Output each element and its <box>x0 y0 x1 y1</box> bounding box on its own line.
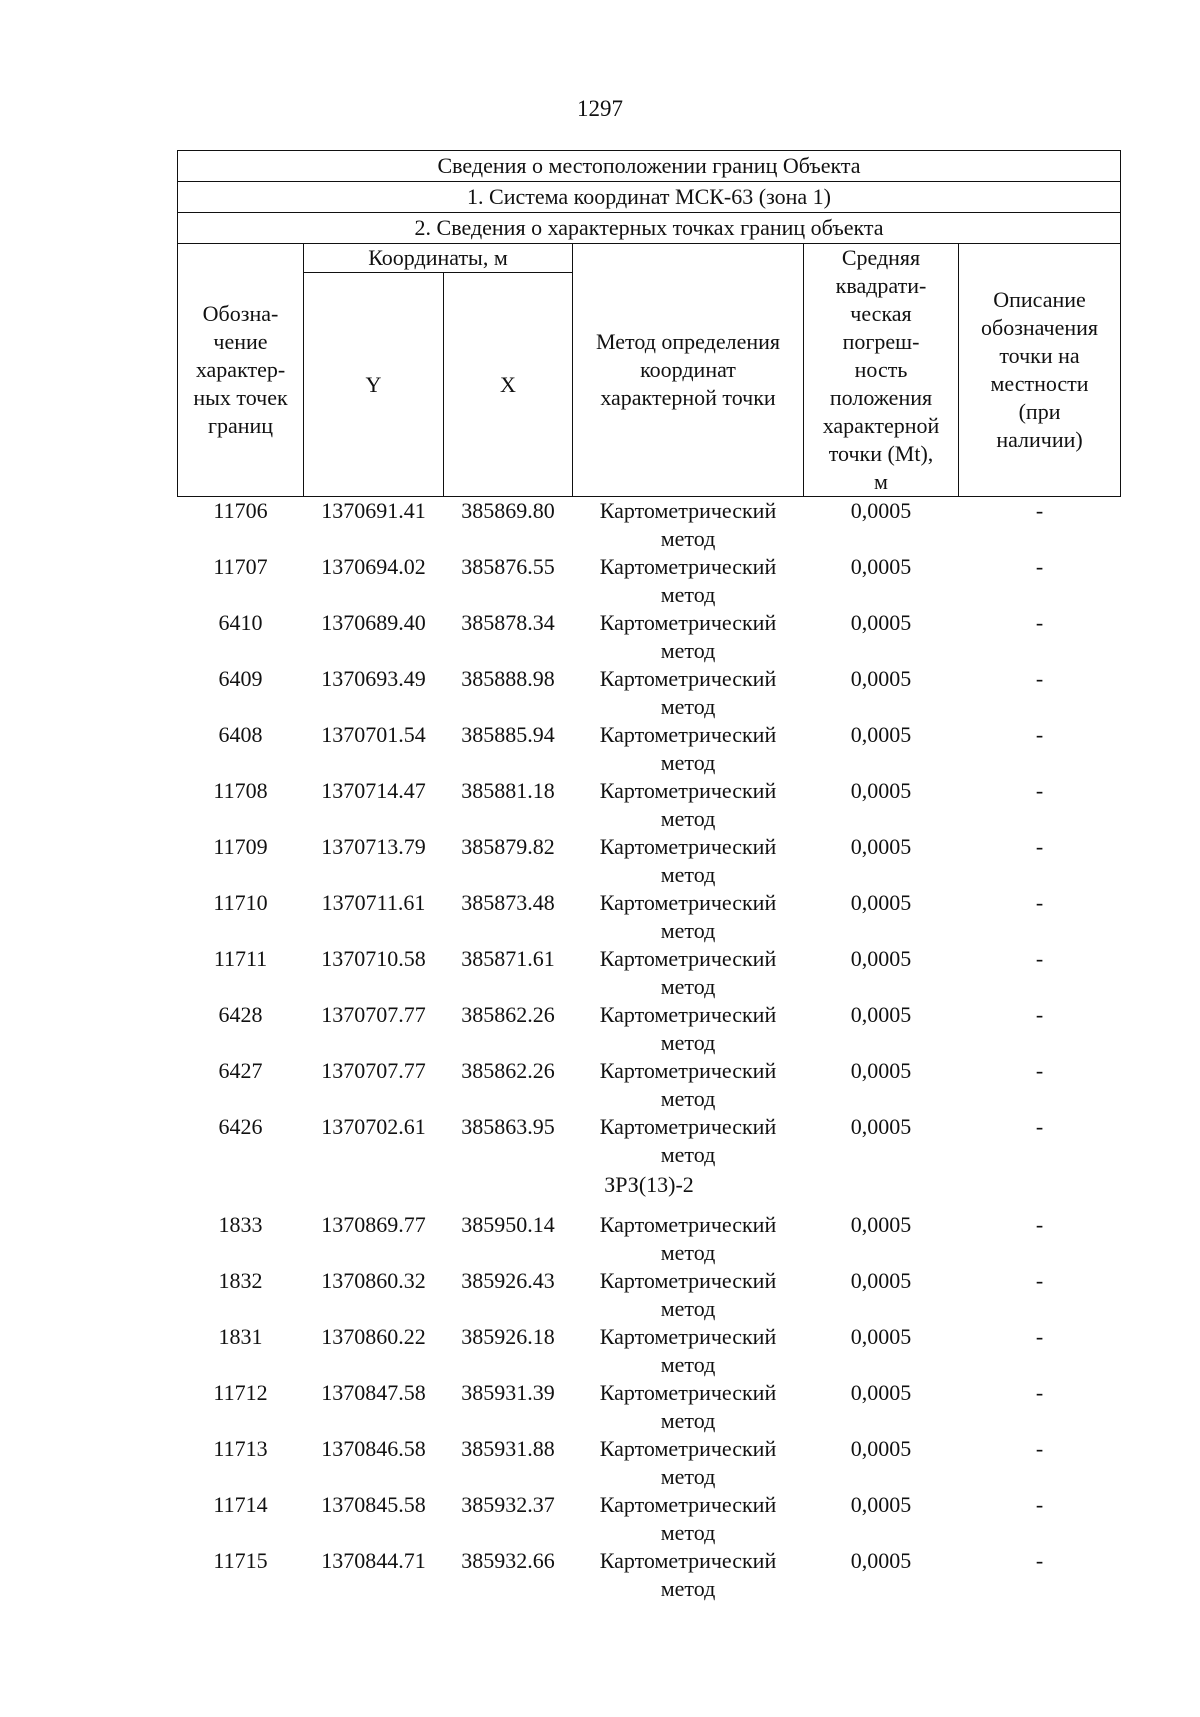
point-id-cell: 11712 <box>213 1380 268 1405</box>
y-coordinate-cell: 1370707.77 <box>321 1002 426 1027</box>
table-row <box>178 1491 1121 1547</box>
table-row <box>178 1379 1121 1435</box>
method-cell: Картометрический метод <box>599 1058 777 1111</box>
method-cell: Картометрический метод <box>599 610 777 663</box>
x-coordinate-cell: 385873.48 <box>461 890 555 915</box>
rmse-cell: 0,0005 <box>850 1002 912 1027</box>
x-coordinate-cell: 385881.18 <box>461 778 555 803</box>
x-coordinate-cell: 385888.98 <box>461 666 555 691</box>
description-header: Описание обозначения точки на местности (при наличии) <box>959 244 1121 497</box>
point-id-cell: 11714 <box>213 1492 268 1517</box>
y-coordinate-cell: 1370844.71 <box>321 1548 426 1573</box>
section-divider <box>178 1169 1121 1211</box>
description-cell: - <box>1035 834 1044 859</box>
description-cell: - <box>1035 1114 1044 1139</box>
table-row <box>178 553 1121 609</box>
coordinate-system-title: 1. Система координат МСК-63 (зона 1) <box>178 182 1121 213</box>
rmse-cell: 0,0005 <box>850 834 912 859</box>
method-cell: Картометрический метод <box>599 498 777 551</box>
y-coordinate-cell: 1370714.47 <box>321 778 426 803</box>
table-row <box>178 665 1121 721</box>
rmse-cell: 0,0005 <box>850 610 912 635</box>
banner-row <box>178 151 1121 182</box>
point-id-cell: 6409 <box>218 666 263 691</box>
rmse-cell: 0,0005 <box>850 498 912 523</box>
point-id-cell: 11706 <box>213 498 268 523</box>
x-coordinate-header: X <box>444 273 573 497</box>
description-cell: - <box>1035 610 1044 635</box>
table-row <box>178 609 1121 665</box>
page-number: 1297 <box>577 96 623 121</box>
description-cell: - <box>1035 1548 1044 1573</box>
method-cell: Картометрический метод <box>599 1380 777 1433</box>
table-row <box>178 1435 1121 1491</box>
section-label: ЗРЗ(13)-2 <box>604 1172 694 1197</box>
point-id-cell: 6410 <box>218 610 263 635</box>
points-info-title: 2. Сведения о характерных точках границ объекта <box>178 213 1121 244</box>
y-coordinate-cell: 1370869.77 <box>321 1212 426 1237</box>
point-id-cell: 6426 <box>218 1114 263 1139</box>
x-coordinate-cell: 385931.39 <box>461 1380 555 1405</box>
x-coordinate-cell: 385863.95 <box>461 1114 555 1139</box>
x-coordinate-cell: 385931.88 <box>461 1436 555 1461</box>
table-body-part1 <box>178 497 1121 1170</box>
rmse-cell: 0,0005 <box>850 1324 912 1349</box>
y-coordinate-cell: 1370710.58 <box>321 946 426 971</box>
method-cell: Картометрический метод <box>599 666 777 719</box>
description-cell: - <box>1035 1436 1044 1461</box>
method-cell: Картометрический метод <box>599 1548 777 1601</box>
rmse-cell: 0,0005 <box>850 778 912 803</box>
point-id-cell: 11709 <box>213 834 268 859</box>
section-row <box>178 1169 1121 1211</box>
method-header: Метод определения координат характерной точки <box>573 244 804 497</box>
x-coordinate-cell: 385879.82 <box>461 834 555 859</box>
x-coordinate-cell: 385932.37 <box>461 1492 555 1517</box>
x-coordinate-cell: 385932.66 <box>461 1548 555 1573</box>
description-cell: - <box>1035 1380 1044 1405</box>
rmse-cell: 0,0005 <box>850 722 912 747</box>
object-boundaries-title: Сведения о местоположении границ Объекта <box>178 151 1121 182</box>
table-row <box>178 945 1121 1001</box>
x-coordinate-cell: 385876.55 <box>461 554 555 579</box>
description-cell: - <box>1035 1268 1044 1293</box>
y-coordinate-cell: 1370860.32 <box>321 1268 426 1293</box>
rmse-cell: 0,0005 <box>850 1212 912 1237</box>
rmse-cell: 0,0005 <box>850 554 912 579</box>
y-coordinate-cell: 1370691.41 <box>321 498 426 523</box>
method-cell: Картометрический метод <box>599 834 777 887</box>
table-row <box>178 889 1121 945</box>
table-body-part2 <box>178 1211 1121 1603</box>
x-coordinate-cell: 385950.14 <box>461 1212 555 1237</box>
method-cell: Картометрический метод <box>599 946 777 999</box>
description-cell: - <box>1035 722 1044 747</box>
x-coordinate-cell: 385862.26 <box>461 1058 555 1083</box>
rmse-cell: 0,0005 <box>850 1268 912 1293</box>
description-cell: - <box>1035 778 1044 803</box>
description-cell: - <box>1035 498 1044 523</box>
rmse-cell: 0,0005 <box>850 1058 912 1083</box>
rmse-cell: 0,0005 <box>850 1436 912 1461</box>
point-id-header: Обозна- чение характер- ных точек границ <box>178 244 304 497</box>
description-cell: - <box>1035 554 1044 579</box>
y-coordinate-cell: 1370845.58 <box>321 1492 426 1517</box>
description-cell: - <box>1035 890 1044 915</box>
banner-row <box>178 182 1121 213</box>
method-cell: Картометрический метод <box>599 554 777 607</box>
y-coordinate-cell: 1370689.40 <box>321 610 426 635</box>
y-coordinate-cell: 1370693.49 <box>321 666 426 691</box>
method-cell: Картометрический метод <box>599 1114 777 1167</box>
method-cell: Картометрический метод <box>599 778 777 831</box>
table-row <box>178 497 1121 554</box>
description-cell: - <box>1035 1002 1044 1027</box>
rmse-cell: 0,0005 <box>850 1548 912 1573</box>
y-coordinate-cell: 1370713.79 <box>321 834 426 859</box>
point-id-cell: 11708 <box>213 778 268 803</box>
x-coordinate-cell: 385885.94 <box>461 722 555 747</box>
rmse-cell: 0,0005 <box>850 1492 912 1517</box>
point-id-cell: 6408 <box>218 722 263 747</box>
description-cell: - <box>1035 666 1044 691</box>
x-coordinate-cell: 385862.26 <box>461 1002 555 1027</box>
description-cell: - <box>1035 1212 1044 1237</box>
x-coordinate-cell: 385869.80 <box>461 498 555 523</box>
method-cell: Картометрический метод <box>599 1002 777 1055</box>
point-id-cell: 11713 <box>213 1436 268 1461</box>
method-cell: Картометрический метод <box>599 1324 777 1377</box>
y-coordinate-cell: 1370846.58 <box>321 1436 426 1461</box>
table-row <box>178 777 1121 833</box>
table-row <box>178 1267 1121 1323</box>
table-row <box>178 721 1121 777</box>
point-id-cell: 11710 <box>213 890 268 915</box>
description-cell: - <box>1035 1492 1044 1517</box>
x-coordinate-cell: 385878.34 <box>461 610 555 635</box>
table-row <box>178 1323 1121 1379</box>
column-header-row <box>178 244 1121 273</box>
table-row <box>178 1211 1121 1267</box>
coordinates-header: Координаты, м <box>304 244 573 273</box>
boundary-points-table <box>177 150 1121 1603</box>
table-row <box>178 1547 1121 1603</box>
point-id-cell: 6427 <box>218 1058 263 1083</box>
y-coordinate-cell: 1370694.02 <box>321 554 426 579</box>
x-coordinate-cell: 385871.61 <box>461 946 555 971</box>
rmse-cell: 0,0005 <box>850 1114 912 1139</box>
point-id-cell: 6428 <box>218 1002 263 1027</box>
rmse-cell: 0,0005 <box>850 946 912 971</box>
description-cell: - <box>1035 1058 1044 1083</box>
y-coordinate-cell: 1370702.61 <box>321 1114 426 1139</box>
banner-row <box>178 213 1121 244</box>
x-coordinate-cell: 385926.18 <box>461 1324 555 1349</box>
method-cell: Картометрический метод <box>599 1492 777 1545</box>
rmse-cell: 0,0005 <box>850 666 912 691</box>
point-id-cell: 11711 <box>213 946 268 971</box>
y-coordinate-cell: 1370847.58 <box>321 1380 426 1405</box>
x-coordinate-cell: 385926.43 <box>461 1268 555 1293</box>
rmse-cell: 0,0005 <box>850 1380 912 1405</box>
description-cell: - <box>1035 1324 1044 1349</box>
point-id-cell: 1831 <box>218 1324 263 1349</box>
method-cell: Картометрический метод <box>599 1212 777 1265</box>
table-row <box>178 833 1121 889</box>
table-header <box>178 151 1121 497</box>
point-id-cell: 1832 <box>218 1268 263 1293</box>
rmse-cell: 0,0005 <box>850 890 912 915</box>
point-id-cell: 11715 <box>213 1548 268 1573</box>
method-cell: Картометрический метод <box>599 890 777 943</box>
description-cell: - <box>1035 946 1044 971</box>
y-coordinate-header: Y <box>304 273 444 497</box>
table-row <box>178 1113 1121 1169</box>
table-row <box>178 1057 1121 1113</box>
y-coordinate-cell: 1370701.54 <box>321 722 426 747</box>
method-cell: Картометрический метод <box>599 722 777 775</box>
method-cell: Картометрический метод <box>599 1436 777 1489</box>
y-coordinate-cell: 1370860.22 <box>321 1324 426 1349</box>
point-id-cell: 11707 <box>213 554 268 579</box>
y-coordinate-cell: 1370711.61 <box>321 890 426 915</box>
rmse-header: Средняя квадрати- ческая погреш- ность положения характерной точки (Mt), м <box>804 244 959 497</box>
y-coordinate-cell: 1370707.77 <box>321 1058 426 1083</box>
method-cell: Картометрический метод <box>599 1268 777 1321</box>
point-id-cell: 1833 <box>218 1212 263 1237</box>
table-row <box>178 1001 1121 1057</box>
